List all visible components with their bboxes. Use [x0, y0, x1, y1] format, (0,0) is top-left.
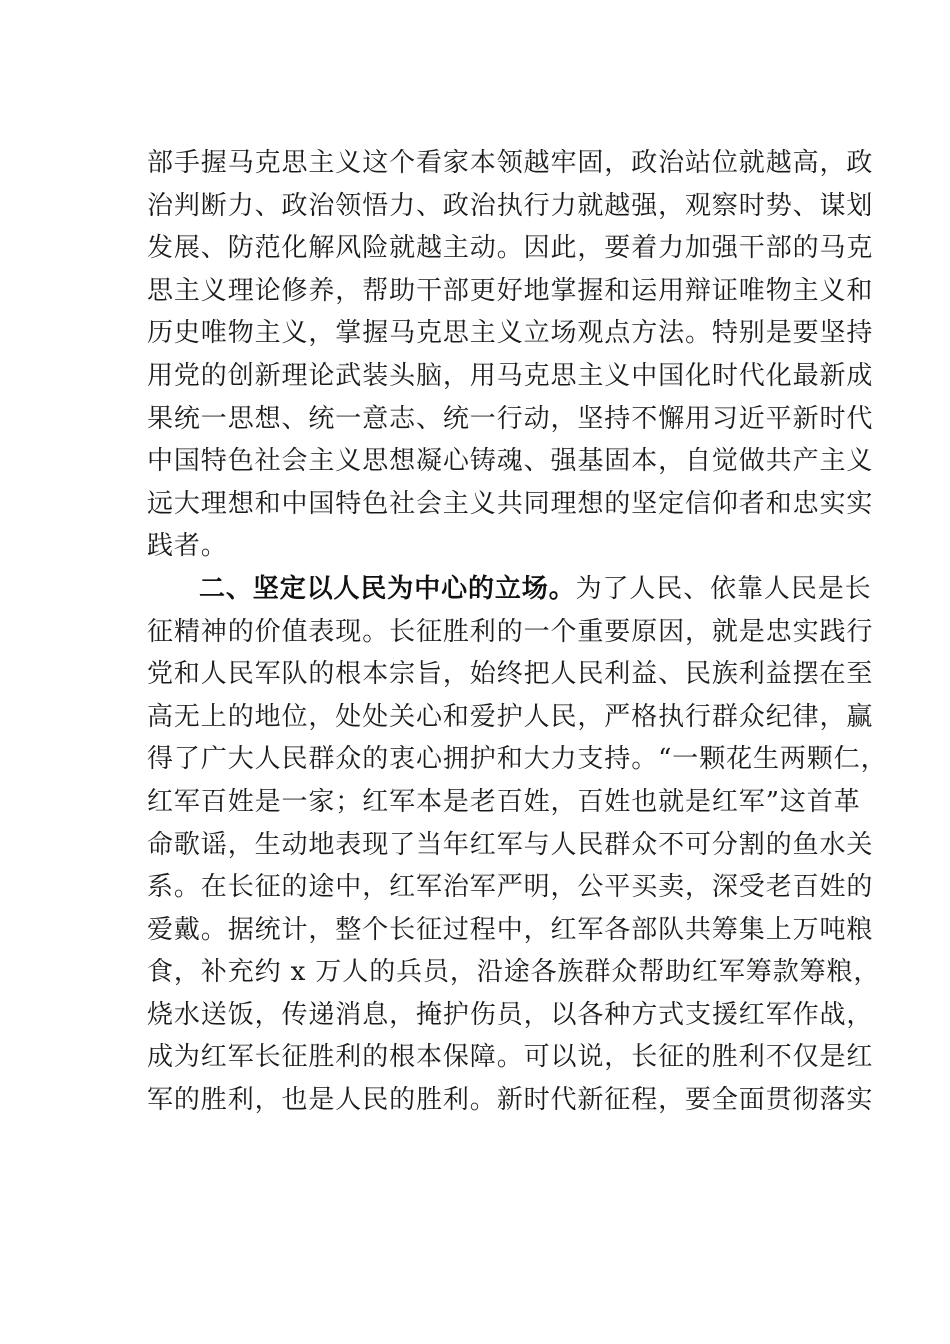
text-line: 得了广大人民群众的衷心拥护和大力支持。“一颗花生两颗仁， [147, 744, 888, 775]
text-line: 红军百姓是一家；红军本是老百姓，百姓也就是红军”这首革 [147, 786, 861, 817]
text-line: 思主义理论修养，帮助干部更好地掌握和运用辩证唯物主义和 [147, 275, 874, 306]
section-heading: 二、坚定以人民为中心的立场。 [199, 573, 576, 604]
text-line: 爱戴。据统计，整个长征过程中，红军各部队共筹集上万吨粮 [147, 914, 874, 945]
text-line: 烧水送饭，传递消息，掩护伤员，以各种方式支援红军作战， [147, 999, 874, 1030]
text-line: 军的胜利，也是人民的胜利。新时代新征程，要全面贯彻落实 [147, 1085, 874, 1116]
paragraph-1 [147, 142, 874, 568]
text-line: 远大理想和中国特色社会主义共同理想的坚定信仰者和忠实实 [147, 488, 874, 519]
text-line: 系。在长征的途中，红军治军严明，公平买卖，深受老百姓的 [147, 872, 874, 903]
text-line: 命歌谣，生动地表现了当年红军与人民群众不可分割的鱼水关 [147, 829, 874, 860]
text-line: 部手握马克思主义这个看家本领越牢固，政治站位就越高，政 [147, 148, 874, 178]
text-line: 食，补充约 x 万人的兵员，沿途各族群众帮助红军筹款筹粮， [147, 957, 881, 988]
text-line: 征精神的价值表现。长征胜利的一个重要原因，就是忠实践行 [147, 616, 874, 647]
text-line: 治判断力、政治领悟力、政治执行力就越强，观察时势、谋划 [147, 190, 874, 221]
paragraph-first-line [147, 568, 872, 611]
text-line: 用党的创新理论武装头脑，用马克思主义中国化时代化最新成 [147, 360, 874, 391]
body-text [147, 142, 888, 1122]
text-line: 中国特色社会主义思想凝心铸魂、强基固本，自觉做共产主义 [147, 446, 874, 477]
text-line: 高无上的地位，处处关心和爱护人民，严格执行群众纪律，赢 [147, 701, 874, 732]
text-line: 发展、防范化解风险就越主动。因此，要着力加强干部的马克 [147, 233, 874, 264]
text-line: 党和人民军队的根本宗旨，始终把人民利益、民族利益摆在至 [147, 659, 874, 690]
heading-continuation: 为了人民、依靠人民是长 [575, 573, 872, 604]
text-line: 历史唯物主义，掌握马克思主义立场观点方法。特别是要坚持 [147, 318, 874, 349]
paragraph-2 [147, 568, 888, 1122]
text-line: 成为红军长征胜利的根本保障。可以说，长征的胜利不仅是红 [147, 1042, 874, 1073]
text-line: 果统一思想、统一意志、统一行动，坚持不懈用习近平新时代 [147, 403, 874, 434]
text-line: 践者。 [147, 531, 228, 562]
